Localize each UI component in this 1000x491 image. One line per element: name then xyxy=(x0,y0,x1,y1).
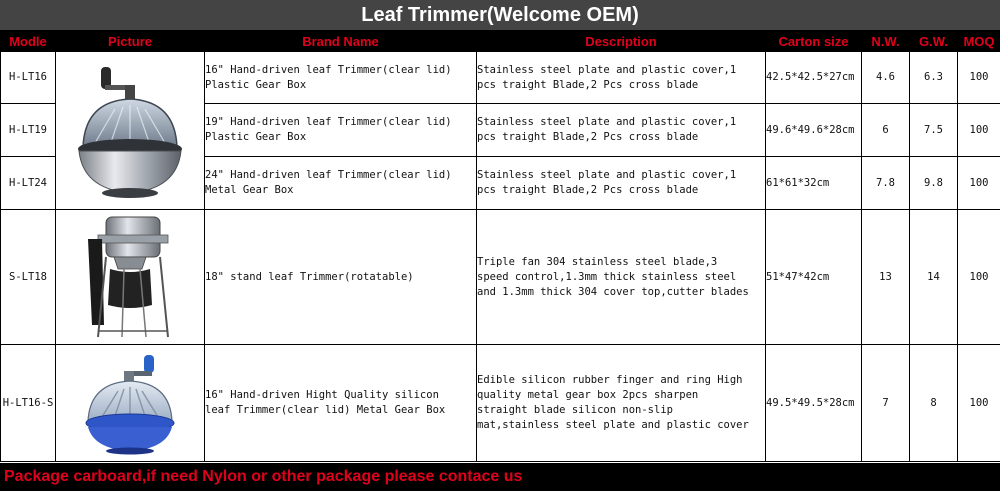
package-notice: Package carboard,if need Nylon or other package please contace us xyxy=(0,463,1000,491)
brand-text: 16" Hand-driven leaf Trimmer(clear lid) xyxy=(205,63,452,76)
brand-cell xyxy=(205,104,477,157)
description-text: quality metal gear box 2pcs sharpen xyxy=(477,389,699,401)
moq-cell: 100 xyxy=(958,104,1000,157)
description-text: Edible silicon rubber finger and ring High xyxy=(477,374,743,386)
brand-text: Plastic Gear Box xyxy=(205,131,307,143)
bowl-trimmer-image xyxy=(65,57,195,205)
header-row xyxy=(1,31,1000,52)
brand-text: 24" Hand-driven leaf Trimmer(clear lid) xyxy=(205,169,452,181)
header-nw: N.W. xyxy=(862,31,910,52)
header-moq: MOQ xyxy=(958,31,1000,52)
silicon-trimmer-image xyxy=(80,349,180,457)
brand-text: Plastic Gear Box xyxy=(205,78,307,91)
brand-text: 16" Hand-driven Hight Quality silicon xyxy=(205,389,439,401)
nw-cell: 7.8 xyxy=(862,157,910,210)
page-title: Leaf Trimmer(Welcome OEM) xyxy=(0,0,1000,30)
gw-cell: 8 xyxy=(910,345,958,462)
carton-size-cell: 49.5*49.5*28cm xyxy=(766,345,862,462)
moq-cell: 100 xyxy=(958,345,1000,462)
brand-text: 18" stand leaf Trimmer(rotatable) xyxy=(205,270,414,283)
brand-text: leaf Trimmer(clear lid) Metal Gear Box xyxy=(205,404,446,416)
description-text: mat,stainless steel plate and plastic cover xyxy=(477,419,749,431)
description-text: Stainless steel plate and plastic cover,1 xyxy=(477,63,737,76)
nw-cell: 7 xyxy=(862,345,910,462)
description-cell xyxy=(477,345,766,462)
picture-cell-bowl-trimmer xyxy=(56,52,205,210)
description-text: speed control,1.3mm thick stainless steel xyxy=(477,270,737,283)
carton-size-cell: 51*47*42cm xyxy=(766,210,862,345)
description-text: Stainless steel plate and plastic cover,1 xyxy=(477,116,737,128)
carton-size-cell: 42.5*42.5*27cm xyxy=(766,52,862,104)
gw-cell: 9.8 xyxy=(910,157,958,210)
carton-size-cell: 61*61*32cm xyxy=(766,157,862,210)
moq-cell: 100 xyxy=(958,210,1000,345)
product-table xyxy=(0,30,1000,462)
description-text: and 1.3mm thick 304 cover top,cutter blades xyxy=(477,285,749,298)
header-picture: Picture xyxy=(56,31,205,52)
stand-trimmer-image xyxy=(80,213,180,341)
description-text: Triple fan 304 stainless steel blade,3 xyxy=(477,255,718,268)
table-row xyxy=(1,345,1000,462)
gw-cell: 14 xyxy=(910,210,958,345)
header-brand-name: Brand Name xyxy=(205,31,477,52)
brand-text: 19" Hand-driven leaf Trimmer(clear lid) xyxy=(205,116,452,128)
table-row xyxy=(1,210,1000,345)
brand-cell xyxy=(205,210,477,345)
nw-cell: 4.6 xyxy=(862,52,910,104)
header-description: Description xyxy=(477,31,766,52)
description-cell xyxy=(477,157,766,210)
moq-cell: 100 xyxy=(958,52,1000,104)
description-text: pcs traight Blade,2 Pcs cross blade xyxy=(477,131,699,143)
description-text: Stainless steel plate and plastic cover,1 xyxy=(477,169,737,181)
model-cell: H-LT24 xyxy=(1,157,56,210)
table-row xyxy=(1,52,1000,104)
model-cell: H-LT16 xyxy=(1,52,56,104)
header-gw: G.W. xyxy=(910,31,958,52)
brand-text: Metal Gear Box xyxy=(205,184,294,196)
brand-cell xyxy=(205,345,477,462)
header-carton-size: Carton size xyxy=(766,31,862,52)
gw-cell: 7.5 xyxy=(910,104,958,157)
gw-cell: 6.3 xyxy=(910,52,958,104)
picture-cell-stand-trimmer xyxy=(56,210,205,345)
description-cell xyxy=(477,52,766,104)
description-text: straight blade silicon non-slip xyxy=(477,404,673,416)
description-cell xyxy=(477,210,766,345)
picture-cell-silicon-trimmer xyxy=(56,345,205,462)
description-text: pcs traight Blade,2 Pcs cross blade xyxy=(477,78,699,91)
description-cell xyxy=(477,104,766,157)
model-cell: H-LT16-S xyxy=(1,345,56,462)
header-model: Modle xyxy=(1,31,56,52)
carton-size-cell: 49.6*49.6*28cm xyxy=(766,104,862,157)
nw-cell: 6 xyxy=(862,104,910,157)
description-text: pcs traight Blade,2 Pcs cross blade xyxy=(477,184,699,196)
model-cell: S-LT18 xyxy=(1,210,56,345)
brand-cell xyxy=(205,157,477,210)
brand-cell xyxy=(205,52,477,104)
nw-cell: 13 xyxy=(862,210,910,345)
model-cell: H-LT19 xyxy=(1,104,56,157)
moq-cell: 100 xyxy=(958,157,1000,210)
